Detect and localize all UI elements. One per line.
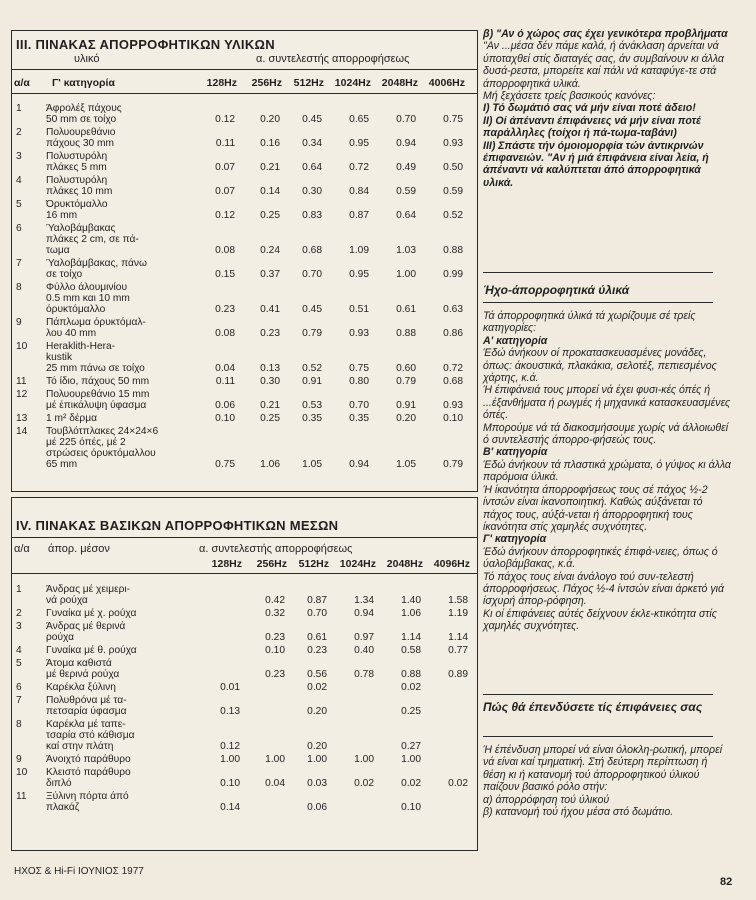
table4-col-num: α/α <box>14 543 30 555</box>
row-value: 0.11 <box>215 138 235 149</box>
row-label: Άνδρας μέ θερινά ρούχα <box>46 621 126 643</box>
row-value: 0.35 <box>302 413 322 424</box>
row-number: 4 <box>16 175 22 186</box>
section-b-heading: β) "Αν ό χώρος σας έχει γενικότερα προβλήματα <box>483 28 728 40</box>
row-value: 1.05 <box>302 459 322 470</box>
table-row <box>12 199 477 221</box>
table-row <box>12 719 477 752</box>
table-row <box>12 658 477 680</box>
row-number: 11 <box>16 376 27 387</box>
row-number: 8 <box>16 282 22 293</box>
table3-freq-2: 512Hz <box>293 77 324 89</box>
row-value: 0.10 <box>401 802 421 813</box>
row-value: 0.56 <box>307 669 327 680</box>
table-row <box>12 282 477 315</box>
row-value: 0.94 <box>349 459 369 470</box>
row-value: 0.20 <box>307 741 327 752</box>
table3-freq-0: 128Hz <box>206 77 237 89</box>
category-a-text-2: Ή έπιφάνειά τους μπορεί νά έχει φυσι-κές όπές ή ...έξανθήματα ή ρωγμές ή μηχανικά κατασκευασμένες όπές. <box>483 384 731 422</box>
table4-freq-1: 256Hz <box>256 558 287 570</box>
table-row <box>12 754 477 765</box>
row-value: 0.63 <box>443 304 463 315</box>
divider-1 <box>483 272 713 273</box>
row-number: 3 <box>16 151 22 162</box>
row-label: Καρέκλα ξύλινη <box>46 682 116 693</box>
row-number: 4 <box>16 645 22 656</box>
row-value: 0.87 <box>307 595 327 606</box>
row-value: 0.50 <box>443 162 463 173</box>
row-value: 0.23 <box>265 632 285 643</box>
category-b-heading: Β' κατηγορία <box>483 446 548 459</box>
table3-freq-1: 256Hz <box>251 77 282 89</box>
row-value: 0.12 <box>215 114 235 125</box>
row-value: 0.23 <box>260 328 280 339</box>
table-row <box>12 645 477 656</box>
category-a-text-1: Έδώ άνήκουν οί προκατασκευασμένες μονάδες, όπως: άκουστικά, πλακάκια, σελοτέξ, πεπιεσμένος χάρτης, κ.ά. <box>483 347 717 385</box>
row-number: 1 <box>16 584 22 595</box>
row-label: Τό ίδιο, πάχους 50 mm <box>46 376 150 387</box>
right-column-block-3 <box>483 744 733 818</box>
row-value: 0.04 <box>215 363 235 374</box>
row-value: 0.10 <box>265 645 285 656</box>
row-value: 0.25 <box>260 210 280 221</box>
row-value: 0.78 <box>354 669 374 680</box>
category-b-text-2: Ή ίκανότητα άπορροφήσεως τους σέ πάχος ½-2 ίντσών είναι ίκανοποιητική. Καθώς αύξάνεται τό πάχος τους, αύξά-νεται ή άπορροφητική τους ίκανότητα στίς χαμηλές συχνότητες. <box>483 483 708 533</box>
footer-magazine: ΗΧΟΣ & Hi-Fi ΙΟΥΝΙΟΣ 1977 <box>14 866 144 877</box>
row-value: 0.79 <box>302 328 322 339</box>
row-value: 0.70 <box>396 114 416 125</box>
row-value: 0.45 <box>302 114 322 125</box>
row-value: 0.13 <box>220 706 240 717</box>
row-value: 1.34 <box>354 595 374 606</box>
table-absorbing-materials <box>11 30 478 492</box>
row-value: 1.06 <box>401 608 421 619</box>
divider-2 <box>483 302 713 303</box>
row-value: 0.61 <box>307 632 327 643</box>
row-value: 0.24 <box>260 245 280 256</box>
row-number: 11 <box>16 791 27 802</box>
row-value: 0.65 <box>349 114 369 125</box>
table-row <box>12 175 477 197</box>
row-value: 1.00 <box>220 754 240 765</box>
row-number: 7 <box>16 695 22 706</box>
row-value: 0.41 <box>260 304 280 315</box>
table3-col-num: α/α <box>14 77 30 89</box>
table3-header-rule <box>12 93 477 94</box>
table3-subtitle-right: α. συντελεστής απορροφήσεως <box>256 53 410 65</box>
row-value: 0.68 <box>443 376 463 387</box>
row-number: 10 <box>16 341 28 352</box>
row-value: 0.72 <box>349 162 369 173</box>
row-label: Γυναίκα μέ θ. ρούχα <box>46 645 137 656</box>
row-value: 0.88 <box>443 245 463 256</box>
table-row <box>12 584 477 606</box>
row-value: 0.16 <box>260 138 280 149</box>
row-label: Άτομα καθιστά μέ θερινά ρούχα <box>46 658 120 680</box>
table-row <box>12 695 477 717</box>
row-label: Άνδρας μέ χειμερι- νά ρούχα <box>46 584 131 606</box>
table4-col-label: άπορ. μέσον <box>48 543 110 555</box>
row-number: 5 <box>16 658 22 669</box>
table3-top-rule <box>12 69 477 70</box>
row-value: 0.60 <box>396 363 416 374</box>
row-number: 9 <box>16 754 22 765</box>
categories-intro: Τά άπορροφητικά ύλικά τά χωρίζουμε σέ τρείς κατηγορίες: <box>483 310 696 335</box>
row-value: 1.00 <box>265 754 285 765</box>
row-value: 0.70 <box>302 269 322 280</box>
row-number: 2 <box>16 127 22 138</box>
row-label: Πολυουρεθάνιο πάχους 30 mm <box>46 127 116 149</box>
category-c-text-2: Τό πάχος τους είναι άνάλογο τού συν-τελεστή άπορροφήσεως. Πάχος ½-4 ίντσών είναι άρκετό γιά ίσχυρή άπορ-ρόφηση. <box>483 570 725 608</box>
row-value: 0.06 <box>215 400 235 411</box>
row-value: 0.77 <box>448 645 468 656</box>
row-value: 0.12 <box>215 210 235 221</box>
row-number: 12 <box>16 389 28 400</box>
row-value: 0.70 <box>307 608 327 619</box>
row-value: 0.10 <box>215 413 235 424</box>
row-value: 0.07 <box>215 186 235 197</box>
row-value: 1.14 <box>401 632 421 643</box>
row-value: 1.40 <box>401 595 421 606</box>
row-value: 0.11 <box>215 376 235 387</box>
row-number: 3 <box>16 621 22 632</box>
row-label: Γυναίκα μέ χ. ρούχα <box>46 608 137 619</box>
row-label: 1 m² δέρμα <box>46 413 97 424</box>
row-value: 1.09 <box>349 245 369 256</box>
row-value: 0.94 <box>396 138 416 149</box>
row-label: Πολυθρόνα μέ τα- πετσαρία ύφασμα <box>46 695 127 717</box>
row-label: Φύλλο άλουμινίου 0.5 mm και 10 mm όρυκτόμαλλο <box>46 282 130 315</box>
row-value: 0.08 <box>215 245 235 256</box>
row-value: 0.23 <box>265 669 285 680</box>
table4-subtitle-right: α. συντελεστής απορροφήσεως <box>199 543 353 555</box>
row-value: 0.06 <box>307 802 327 813</box>
table-row <box>12 621 477 643</box>
row-value: 0.52 <box>443 210 463 221</box>
row-value: 1.14 <box>448 632 468 643</box>
covering-text: Ή έπένδυση μπορεί νά είναι όλοκλη-ρωτική, μπορεί νά είναι καί τμηματική. Στή δεύτερη περίπτωση ή θέση κι ή κατανομή τού άπορροφητικού ύλικού παίζουν βασικό ρόλο στήν: <box>483 744 723 794</box>
divider-4 <box>483 736 713 737</box>
row-value: 0.94 <box>354 608 374 619</box>
row-value: 0.88 <box>401 669 421 680</box>
table-row <box>12 767 477 789</box>
table-row <box>12 258 477 280</box>
row-value: 0.95 <box>349 138 369 149</box>
row-value: 0.12 <box>220 741 240 752</box>
table4-freq-0: 128Hz <box>211 558 242 570</box>
row-value: 0.97 <box>354 632 374 643</box>
row-value: 0.14 <box>220 802 240 813</box>
row-value: 0.30 <box>302 186 322 197</box>
section-b-paragraph: "Αν ...μέσα δέν πάμε καλά, ή άνάκλαση άρνείται νά ύποταχθεί στίς διαταγές σας, άν συμβαίνουν κι άλλα δυσά-ρεστα, μπορείτε καί πάλι νά καταφύγε-τε στά άπορροφητικά υλικά. <box>483 40 724 90</box>
row-label: Άνοιχτό παράθυρο <box>46 754 131 765</box>
row-label: Άφρολέξ πάχους 50 mm σε τοίχο <box>46 103 122 125</box>
row-value: 0.02 <box>448 778 468 789</box>
row-value: 0.59 <box>396 186 416 197</box>
row-number: 7 <box>16 258 22 269</box>
row-value: 0.30 <box>260 376 280 387</box>
row-value: 0.40 <box>354 645 374 656</box>
table3-col-label: Γ' κατηγορία <box>52 77 115 89</box>
row-value: 0.49 <box>396 162 416 173</box>
row-label: Ξύλινη πόρτα άπό πλακάζ <box>46 791 129 813</box>
table-row <box>12 341 477 374</box>
row-value: 0.99 <box>443 269 463 280</box>
table3-subtitle-left: υλικό <box>74 53 100 65</box>
covering-item-b: β) κατανομή τού ήχου μέσα στό δωμάτιο. <box>483 806 674 819</box>
row-value: 0.02 <box>307 682 327 693</box>
row-value: 0.70 <box>349 400 369 411</box>
row-value: 1.03 <box>396 245 416 256</box>
row-number: 1 <box>16 103 22 114</box>
row-value: 1.00 <box>354 754 374 765</box>
row-label: Τουβλότπλακες 24×24×6 μέ 225 όπές, μέ 2 στρώσεις όρυκτόμαλλου 65 mm <box>46 426 159 470</box>
row-number: 9 <box>16 317 22 328</box>
row-value: 0.75 <box>349 363 369 374</box>
table-row <box>12 791 477 813</box>
row-value: 0.52 <box>302 363 322 374</box>
table-row <box>12 223 477 256</box>
row-value: 0.93 <box>443 138 463 149</box>
row-label: Heraklith-Hera- kustik 25 mm πάνω σε τοίχο <box>46 341 145 374</box>
row-value: 0.45 <box>302 304 322 315</box>
row-label: Πάπλωμα όρυκτόμαλ- λου 40 mm <box>46 317 146 339</box>
row-value: 0.37 <box>260 269 280 280</box>
row-label: Κλειστό παράθυρο διπλό <box>46 767 131 789</box>
row-label: Όρυκτόμαλλο 16 mm <box>46 199 108 221</box>
category-c-text-3: Κι οί έπιφάνειες αύτές δείχνουν έκλε-κτικότητα στίς χαμηλές συχνότητες. <box>483 607 717 633</box>
row-value: 0.79 <box>443 459 463 470</box>
row-value: 0.93 <box>443 400 463 411</box>
table-row <box>12 389 477 411</box>
row-value: 1.58 <box>448 595 468 606</box>
row-number: 10 <box>16 767 28 778</box>
table-row <box>12 608 477 619</box>
row-label: Ύαλοβάμβακας, πάνω σε τοίχο <box>46 258 147 280</box>
row-value: 0.27 <box>401 741 421 752</box>
table-row <box>12 376 477 387</box>
row-value: 0.59 <box>443 186 463 197</box>
row-value: 0.20 <box>396 413 416 424</box>
row-value: 0.03 <box>307 778 327 789</box>
table3-freq-3: 1024Hz <box>334 77 371 89</box>
row-value: 0.84 <box>349 186 369 197</box>
row-value: 0.20 <box>260 114 280 125</box>
table4-title: IV. ΠΙΝΑΚΑΣ ΒΑΣΙΚΩΝ ΑΠΟΡΡΟΦΗΤΙΚΩΝ ΜΕΣΩΝ <box>16 518 339 533</box>
row-number: 6 <box>16 223 22 234</box>
row-value: 0.21 <box>260 162 280 173</box>
table3-freq-4: 2048Hz <box>381 77 418 89</box>
divider-3 <box>483 694 713 695</box>
row-value: 0.35 <box>349 413 369 424</box>
covering-item-a: α) άπορρόφηση τού ύλικού <box>483 793 610 806</box>
row-number: 14 <box>16 426 28 437</box>
row-value: 0.51 <box>349 304 369 315</box>
table-row <box>12 413 477 424</box>
row-value: 0.02 <box>401 682 421 693</box>
row-value: 0.80 <box>349 376 369 387</box>
table4-freq-2: 512Hz <box>298 558 329 570</box>
table3-title: III. ΠΙΝΑΚΑΣ ΑΠΟΡΡΟΦΗΤΙΚΩΝ ΥΛΙΚΩΝ <box>16 37 275 52</box>
row-value: 0.02 <box>354 778 374 789</box>
row-label: Καρέκλα μέ ταπε- τσαρία στό κάθισμα καί στην πλάτη <box>46 719 135 752</box>
row-value: 1.19 <box>448 608 468 619</box>
row-label: Πολυστυρόλη πλάκες 5 mm <box>46 151 108 173</box>
row-value: 0.15 <box>215 269 235 280</box>
row-value: 0.58 <box>401 645 421 656</box>
table3-freq-5: 4006Hz <box>428 77 465 89</box>
row-value: 0.32 <box>265 608 285 619</box>
row-value: 0.89 <box>448 669 468 680</box>
row-value: 1.00 <box>401 754 421 765</box>
row-value: 1.00 <box>396 269 416 280</box>
row-value: 1.05 <box>396 459 416 470</box>
row-label: Πολυουρεθάνιο 15 mm μέ έπικάλυψη ύφασμα <box>46 389 150 411</box>
rule-2: II) Οί άπέναντι έπιφάνειες νά μήν είναι ποτέ παράλληλες (τοίχοι ή πά-τωμα-ταβάνι) <box>483 114 702 140</box>
row-value: 0.95 <box>349 269 369 280</box>
row-number: 5 <box>16 199 22 210</box>
row-value: 0.34 <box>302 138 322 149</box>
category-a-heading: Α' κατηγορία <box>483 334 548 347</box>
category-a-text-3: Μπορούμε νά τά διακοσμήσουμε χωρίς νά άλλοιωθεί ό συντελεστής άπορρο-φήσεώς τους. <box>483 421 729 447</box>
row-value: 0.91 <box>396 400 416 411</box>
row-value: 0.72 <box>443 363 463 374</box>
rule-3: III) Σπάστε τήν όμοιομορφία τών άντικρινών έπιφανειών. "Αν ή μιά έπιφάνεια είναι λεία, ή άπέναντι νά καλύπτεται άπό άπορροφητικά υλικά. <box>483 139 709 189</box>
row-label: Πολυστυρόλη πλάκες 10 mm <box>46 175 113 197</box>
row-number: 8 <box>16 719 22 730</box>
row-number: 13 <box>16 413 28 424</box>
table4-freq-5: 4096Hz <box>433 558 470 570</box>
table-row <box>12 682 477 693</box>
section-b-rules-intro: Μή ξεχάσετε τρείς βασικούς κανόνες: <box>483 90 656 103</box>
section-surface-covering-heading: Πώς θά έπενδύσετε τίς έπιφάνειες σας <box>483 700 703 714</box>
right-column-block-2 <box>483 310 733 633</box>
row-value: 0.23 <box>307 645 327 656</box>
row-value: 0.04 <box>265 778 285 789</box>
category-c-text-1: Έδώ άνήκουν άπορροφητικές έπιφά-νειες, όπως ό ύαλοβάμβακας, κ.ά. <box>483 545 718 571</box>
row-value: 0.08 <box>215 328 235 339</box>
row-value: 0.14 <box>260 186 280 197</box>
table-row <box>12 151 477 173</box>
row-value: 0.23 <box>215 304 235 315</box>
row-value: 0.64 <box>396 210 416 221</box>
row-value: 0.02 <box>401 778 421 789</box>
category-b-text-1: Έδώ άνήκουν τά πλαστικά χρώματα, ό γύψος κι άλλα παρόμοια ύλικά. <box>483 458 731 484</box>
row-value: 0.53 <box>302 400 322 411</box>
row-value: 0.42 <box>265 595 285 606</box>
row-value: 1.06 <box>260 459 280 470</box>
table-row <box>12 426 477 470</box>
right-column-block-1 <box>483 28 733 189</box>
row-value: 0.61 <box>396 304 416 315</box>
row-value: 0.07 <box>215 162 235 173</box>
row-value: 0.91 <box>302 376 322 387</box>
section-absorbing-materials-heading: Ήχο-άπορροφητικά ύλικά <box>483 283 630 297</box>
row-value: 0.21 <box>260 400 280 411</box>
table-row <box>12 127 477 149</box>
category-c-heading: Γ' κατηγορία <box>483 533 547 546</box>
row-value: 0.64 <box>302 162 322 173</box>
table-row <box>12 317 477 339</box>
row-value: 0.25 <box>260 413 280 424</box>
rule-1: I) Τό δωμάτιό σας νά μήν είναι ποτέ άδειο! <box>483 102 696 115</box>
table-basic-absorbers <box>11 497 478 851</box>
row-value: 0.88 <box>396 328 416 339</box>
row-value: 0.87 <box>349 210 369 221</box>
row-number: 6 <box>16 682 22 693</box>
row-number: 2 <box>16 608 22 619</box>
row-value: 0.10 <box>443 413 463 424</box>
row-value: 0.25 <box>401 706 421 717</box>
row-value: 0.20 <box>307 706 327 717</box>
row-value: 0.01 <box>220 682 240 693</box>
table4-freq-3: 1024Hz <box>339 558 376 570</box>
row-value: 0.75 <box>215 459 235 470</box>
row-value: 0.10 <box>220 778 240 789</box>
table-row <box>12 103 477 125</box>
row-label: Ύαλοβάμβακας πλάκες 2 cm, σε πά- τωμα <box>46 223 139 256</box>
row-value: 0.68 <box>302 245 322 256</box>
row-value: 0.83 <box>302 210 322 221</box>
row-value: 0.79 <box>396 376 416 387</box>
table4-freq-4: 2048Hz <box>386 558 423 570</box>
table4-header-rule <box>12 573 477 574</box>
table4-top-rule <box>12 537 477 538</box>
row-value: 0.75 <box>443 114 463 125</box>
page-number: 82 <box>720 876 733 888</box>
row-value: 1.00 <box>307 754 327 765</box>
row-value: 0.86 <box>443 328 463 339</box>
row-value: 0.93 <box>349 328 369 339</box>
row-value: 0.13 <box>260 363 280 374</box>
